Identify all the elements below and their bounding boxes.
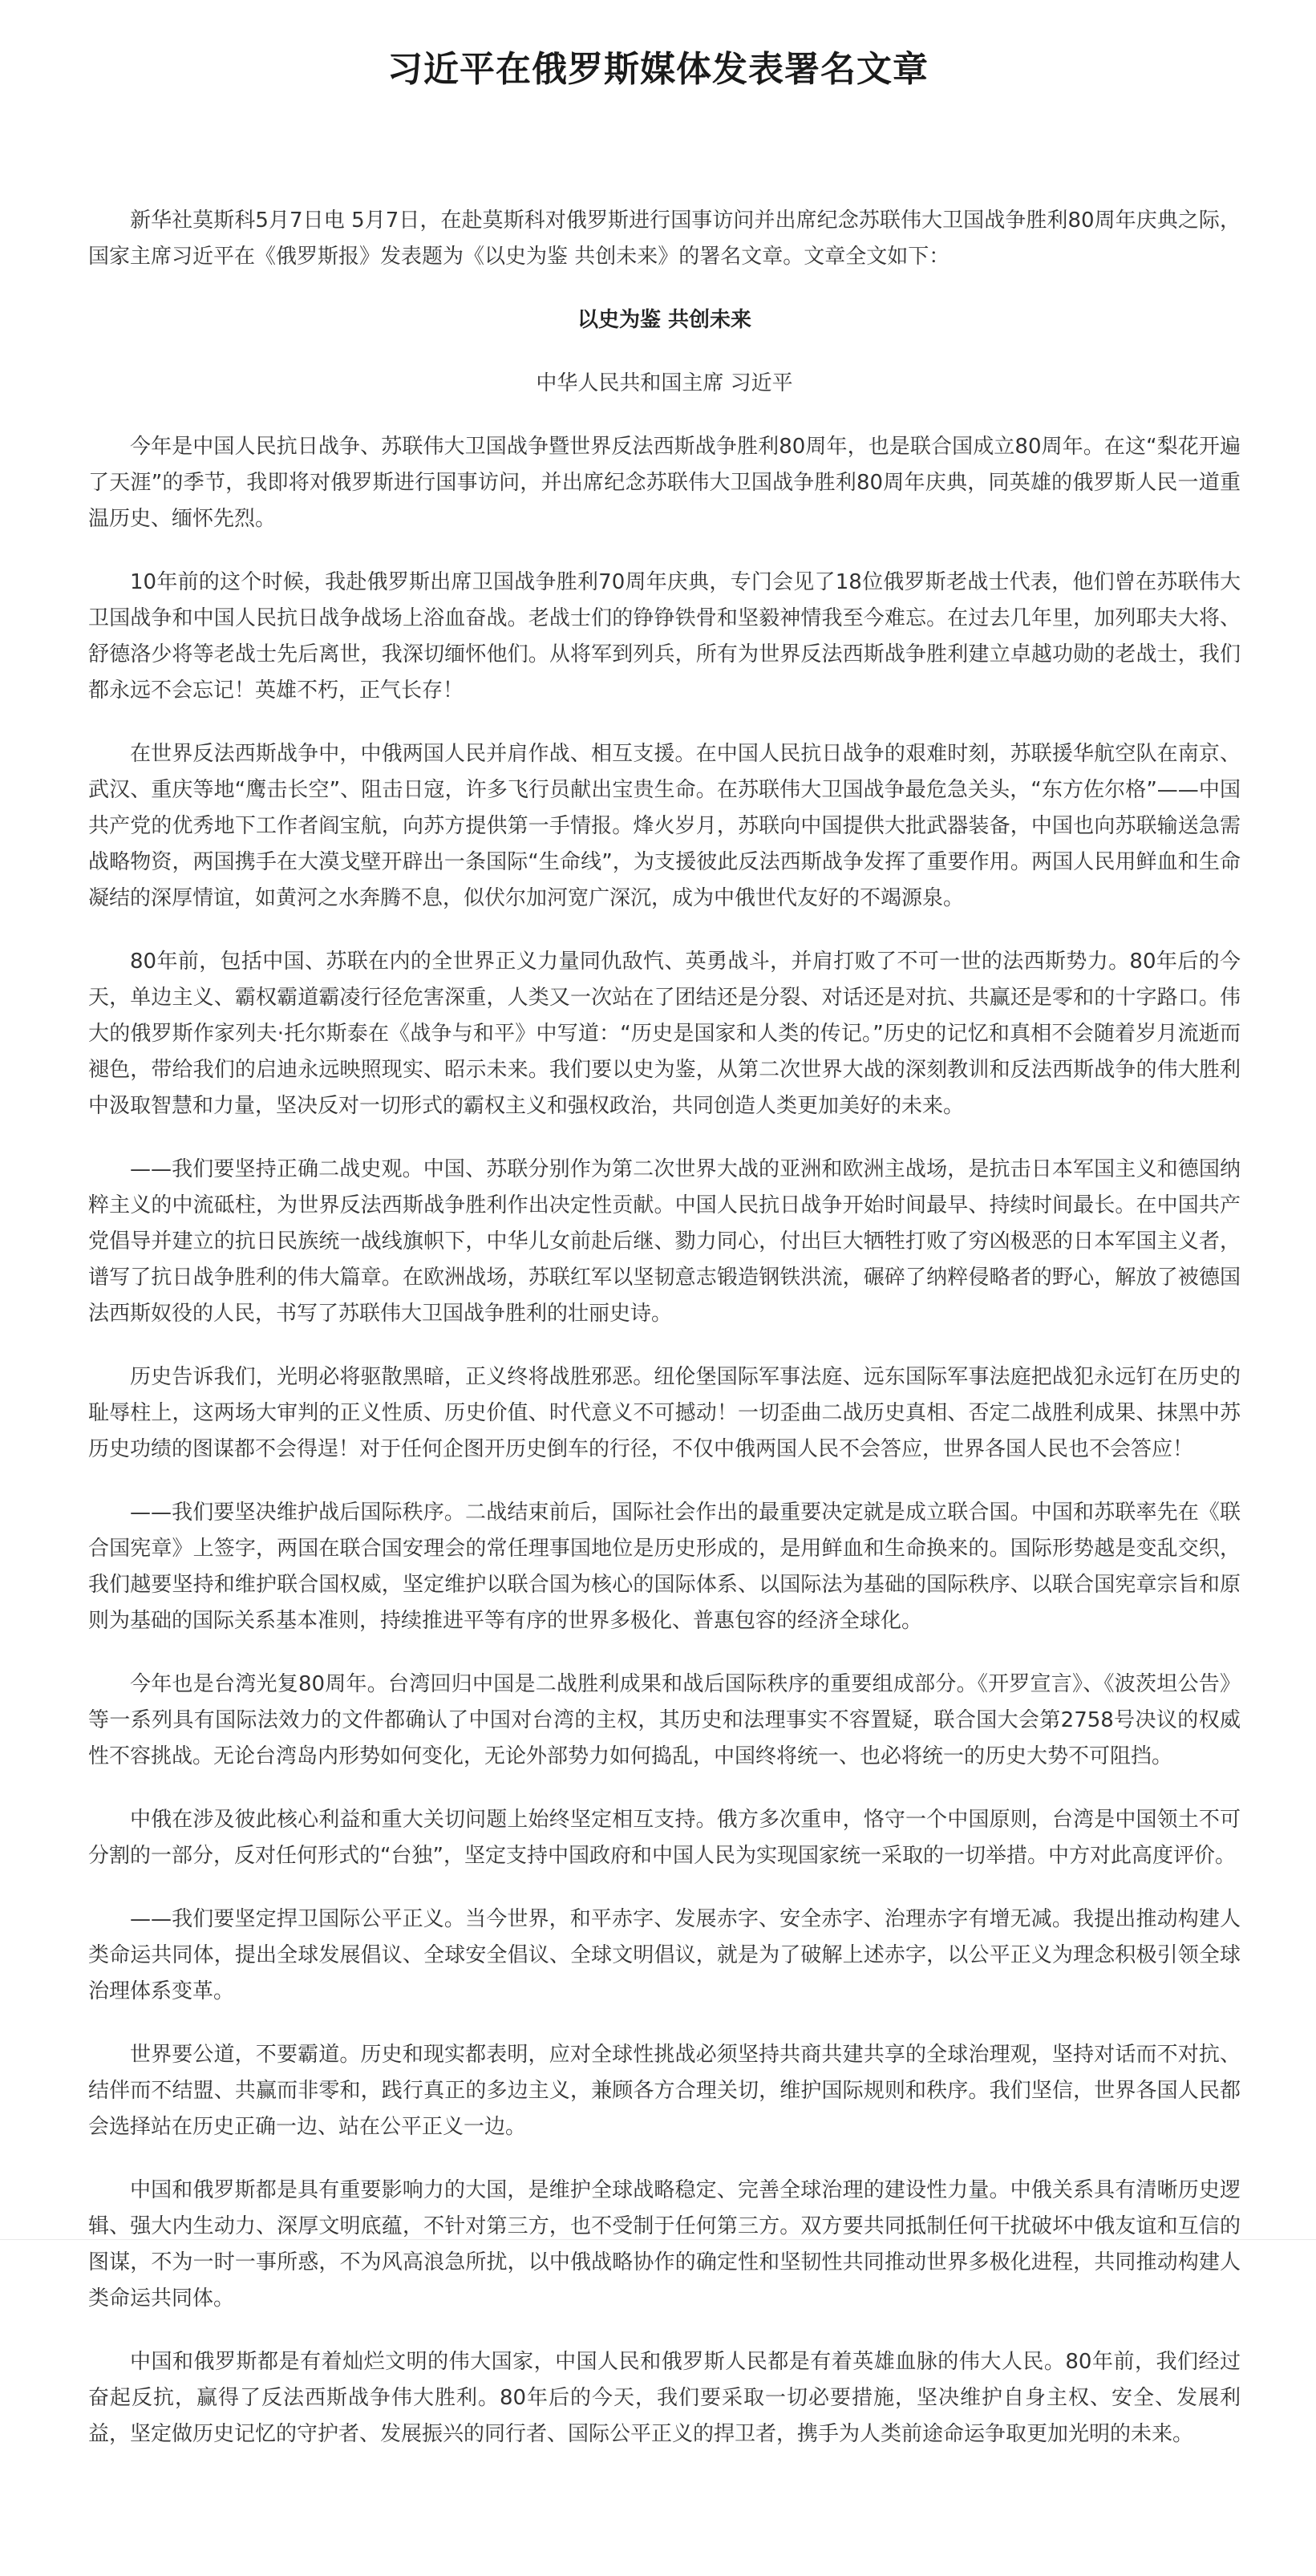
body-paragraph: 世界要公道，不要霸道。历史和现实都表明，应对全球性挑战必须坚持共商共建共享的全球治理观，坚持对话而不对抗、结伴而不结盟、共赢而非零和，践行真正的多边主义，兼顾各方合理关切，维护国际规则和秩序。我们坚信，世界各国人民都会选择站在历史正确一边、站在公平正义一边。 (88, 2043, 1241, 2139)
essay-author: 中华人民共和国主席 习近平 (536, 371, 793, 395)
body-paragraph: 中国和俄罗斯都是有着灿烂文明的伟大国家，中国人民和俄罗斯人民都是有着英雄血脉的伟大人民。80年前，我们经过奋起反抗，赢得了反法西斯战争伟大胜利。80年后的今天，我们要采取一切必要措施，坚决维护自身主权、安全、发展利益，坚定做历史记忆的守护者、发展振兴的同行者、国际公平正义的捍卫者，携手为人类前途命运争取更加光明的未来。 (88, 2350, 1241, 2446)
body-paragraph: 今年也是台湾光复80周年。台湾回归中国是二战胜利成果和战后国际秩序的重要组成部分。《开罗宣言》、《波茨坦公告》等一系列具有国际法效力的文件都确认了中国对台湾的主权，其历史和法理事实不容置疑，联合国大会第2758号决议的权威性不容挑战。无论台湾岛内形势如何变化，无论外部势力如何捣乱，中国终将统一、也必将统一的历史大势不可阻挡。 (88, 1672, 1241, 1768)
body-paragraph: 今年是中国人民抗日战争、苏联伟大卫国战争暨世界反法西斯战争胜利80周年，也是联合国成立80周年。在这“梨花开遍了天涯”的季节，我即将对俄罗斯进行国事访问，并出席纪念苏联伟大卫国战争胜利80周年庆典，同英雄的俄罗斯人民一道重温历史、缅怀先烈。 (88, 435, 1241, 531)
body-paragraph: 历史告诉我们，光明必将驱散黑暗，正义终将战胜邪恶。纽伦堡国际军事法庭、远东国际军事法庭把战犯永远钉在历史的耻辱柱上，这两场大审判的正义性质、历史价值、时代意义不可撼动！一切歪曲二战历史真相、否定二战胜利成果、抹黑中苏历史功绩的图谋都不会得逞！对于任何企图开历史倒车的行径，不仅中俄两国人民不会答应，世界各国人民也不会答应！ (88, 1365, 1241, 1461)
body-paragraph: 中俄在涉及彼此核心利益和重大关切问题上始终坚定相互支持。俄方多次重申，恪守一个中国原则，台湾是中国领土不可分割的一部分，反对任何形式的“台独”，坚定支持中国政府和中国人民为实现国家统一采取的一切举措。中方对此高度评价。 (88, 1808, 1241, 1868)
body-paragraph: ——我们要坚决维护战后国际秩序。二战结束前后，国际社会作出的最重要决定就是成立联合国。中国和苏联率先在《联合国宪章》上签字，两国在联合国安理会的常任理事国地位是历史形成的，是用鲜血和生命换来的。国际形势越是变乱交织，我们越要坚持和维护联合国权威，坚定维护以联合国为核心的国际体系、以国际法为基础的国际秩序、以联合国宪章宗旨和原则为基础的国际关系基本准则，持续推进平等有序的世界多极化、普惠包容的经济全球化。 (88, 1501, 1241, 1633)
body-paragraph: 10年前的这个时候，我赴俄罗斯出席卫国战争胜利70周年庆典，专门会见了18位俄罗斯老战士代表，他们曾在苏联伟大卫国战争和中国人民抗日战争战场上浴血奋战。老战士们的铮铮铁骨和坚毅神情我至今难忘。在过去几年里，加列耶夫大将、舒德洛少将等老战士先后离世，我深切缅怀他们。从将军到列兵，所有为世界反法西斯战争胜利建立卓越功勋的老战士，我们都永远不会忘记！英雄不朽，正气长存！ (88, 570, 1241, 703)
dateline-paragraph: 新华社莫斯科5月7日电 5月7日，在赴莫斯科对俄罗斯进行国事访问并出席纪念苏联伟大卫国战争胜利80周年庆典之际，国家主席习近平在《俄罗斯报》发表题为《以史为鉴 共创未来》的署名文章。文章全文如下： (88, 209, 1241, 269)
article-body (88, 203, 1241, 2480)
page-break-divider (0, 2239, 1316, 2240)
body-paragraph: 在世界反法西斯战争中，中俄两国人民并肩作战、相互支援。在中国人民抗日战争的艰难时刻，苏联援华航空队在南京、武汉、重庆等地“鹰击长空”、阻击日寇，许多飞行员献出宝贵生命。在苏联伟大卫国战争最危急关头，“东方佐尔格”——中国共产党的优秀地下工作者阎宝航，向苏方提供第一手情报。烽火岁月，苏联向中国提供大批武器装备，中国也向苏联输送急需战略物资，两国携手在大漠戈壁开辟出一条国际“生命线”，为支援彼此反法西斯战争发挥了重要作用。两国人民用鲜血和生命凝结的深厚情谊，如黄河之水奔腾不息，似伏尔加河宽广深沉，成为中俄世代友好的不竭源泉。 (88, 742, 1241, 910)
body-paragraph: ——我们要坚持正确二战史观。中国、苏联分别作为第二次世界大战的亚洲和欧洲主战场，是抗击日本军国主义和德国纳粹主义的中流砥柱，为世界反法西斯战争胜利作出决定性贡献。中国人民抗日战争开始时间最早、持续时间最长。在中国共产党倡导并建立的抗日民族统一战线旗帜下，中华儿女前赴后继、勠力同心，付出巨大牺牲打败了穷凶极恶的日本军国主义者，谱写了抗日战争胜利的伟大篇章。在欧洲战场，苏联红军以坚韧意志锻造钢铁洪流，碾碎了纳粹侵略者的野心，解放了被德国法西斯奴役的人民，书写了苏联伟大卫国战争胜利的壮丽史诗。 (88, 1157, 1241, 1326)
body-paragraph: 中国和俄罗斯都是具有重要影响力的大国，是维护全球战略稳定、完善全球治理的建设性力量。中俄关系具有清晰历史逻辑、强大内生动力、深厚文明底蕴，不针对第三方，也不受制于任何第三方。双方要共同抵制任何干扰破坏中俄友谊和互信的图谋，不为一时一事所惑，不为风高浪急所扰，以中俄战略协作的确定性和坚韧性共同推动世界多极化进程，共同推动构建人类命运共同体。 (88, 2178, 1241, 2311)
article-title: 习近平在俄罗斯媒体发表署名文章 (387, 49, 929, 90)
body-paragraph: ——我们要坚定捍卫国际公平正义。当今世界，和平赤字、发展赤字、安全赤字、治理赤字有增无减。我提出推动构建人类命运共同体，提出全球发展倡议、全球安全倡议、全球文明倡议，就是为了破解上述赤字，以公平正义为理念积极引领全球治理体系变革。 (88, 1907, 1241, 2003)
essay-title: 以史为鉴 共创未来 (577, 308, 752, 332)
body-paragraph: 80年前，包括中国、苏联在内的全世界正义力量同仇敌忾、英勇战斗，并肩打败了不可一世的法西斯势力。80年后的今天，单边主义、霸权霸道霸凌行径危害深重，人类又一次站在了团结还是分裂、对话还是对抗、共赢还是零和的十字路口。伟大的俄罗斯作家列夫·托尔斯泰在《战争与和平》中写道：“历史是国家和人类的传记。”历史的记忆和真相不会随着岁月流逝而褪色，带给我们的启迪永远映照现实、昭示未来。我们要以史为鉴，从第二次世界大战的深刻教训和反法西斯战争的伟大胜利中汲取智慧和力量，坚决反对一切形式的霸权主义和强权政治，共同创造人类更加美好的未来。 (88, 950, 1241, 1118)
